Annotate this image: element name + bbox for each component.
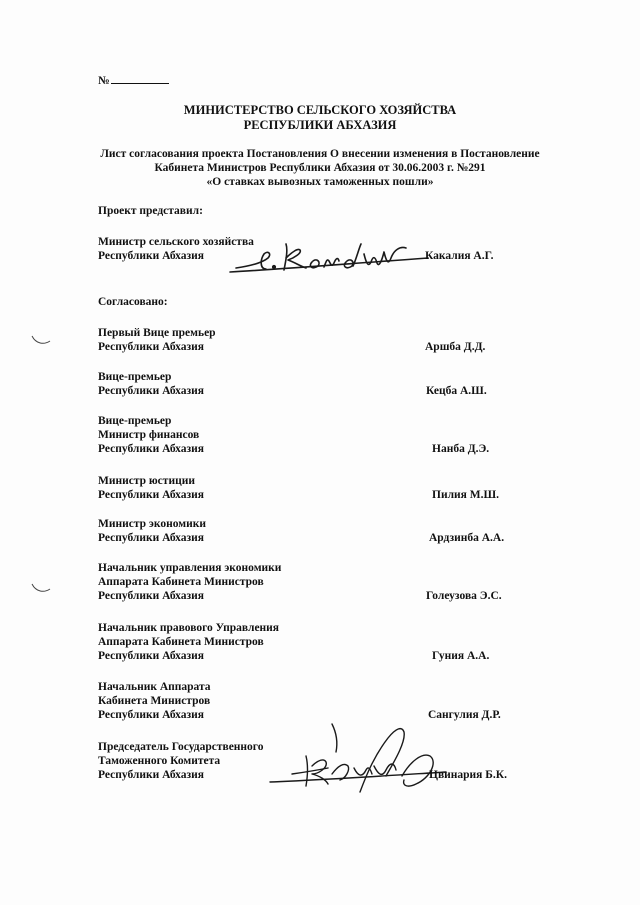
approval-name: Цвинария Б.К. xyxy=(429,769,507,781)
ministry-title-line1: МИНИСТЕРСТВО СЕЛЬСКОГО ХОЗЯЙСТВА xyxy=(183,103,457,117)
presenter-name: Какалия А.Г. xyxy=(425,250,494,262)
number-label: № xyxy=(98,75,110,87)
approval-name: Ардзинба А.А. xyxy=(429,532,505,544)
presenter-position-line: Министр сельского хозяйства xyxy=(98,236,254,248)
approval-name: Сангулия Д.Р. xyxy=(428,709,501,721)
approval-name: Аршба Д.Д. xyxy=(425,341,486,353)
approval-position-line: Таможенного Комитета xyxy=(98,755,221,767)
document-subject xyxy=(0,147,640,189)
number-blank-line xyxy=(111,72,169,84)
approval-position xyxy=(98,414,204,456)
presenter-label: Проект представил: xyxy=(98,205,203,217)
approval-position-line: Председатель Государственного xyxy=(98,741,264,753)
approval-position-line: Вице-премьер xyxy=(98,415,172,427)
approval-position-line: Республики Абхазия xyxy=(98,532,204,544)
approval-name: Голеузова Э.С. xyxy=(426,590,502,602)
scan-mark xyxy=(30,580,52,596)
approval-position-line: Республики Абхазия xyxy=(98,489,204,501)
approval-position xyxy=(98,326,216,354)
approval-position xyxy=(98,561,281,603)
approval-name: Пилия М.Ш. xyxy=(432,489,499,501)
approval-position-line: Начальник правового Управления xyxy=(98,622,280,634)
approval-position-line: Республики Абхазия xyxy=(98,769,204,781)
subject-line3: «О ставках вывозных таможенных пошли» xyxy=(206,176,434,188)
approval-position-line: Министр юстиции xyxy=(98,475,195,487)
presenter-position-line: Республики Абхазия xyxy=(98,250,204,262)
approval-position-line: Министр экономики xyxy=(98,518,206,530)
approval-position-line: Начальник Аппарата xyxy=(98,681,211,693)
approval-position-line: Первый Вице премьер xyxy=(98,327,216,339)
approval-position-line: Вице-премьер xyxy=(98,371,172,383)
approval-position-line: Начальник управления экономики xyxy=(98,562,282,574)
customs-chairman-signature xyxy=(262,722,448,800)
subject-line1: Лист согласования проекта Постановления О внесении изменения в Постановление xyxy=(100,148,540,160)
approval-name: Кецба А.Ш. xyxy=(426,385,487,397)
presenter-signature xyxy=(228,236,432,280)
approval-position-line: Республики Абхазия xyxy=(98,385,204,397)
approval-position-line: Республики Абхазия xyxy=(98,650,204,662)
approval-name: Нанба Д.Э. xyxy=(432,443,490,455)
approval-position xyxy=(98,370,204,398)
scan-mark xyxy=(30,332,52,348)
agreed-label: Согласовано: xyxy=(98,296,168,308)
approval-position xyxy=(98,680,211,722)
ministry-title xyxy=(0,103,640,133)
document-number xyxy=(98,72,169,88)
subject-line2: Кабинета Министров Республики Абхазия от 30.06.2003 г. №291 xyxy=(154,162,486,174)
approval-name: Гуния А.А. xyxy=(432,650,490,662)
approval-position-line: Аппарата Кабинета Министров xyxy=(98,636,264,648)
approval-position-line: Республики Абхазия xyxy=(98,341,204,353)
approval-position xyxy=(98,474,204,502)
approval-position-line: Республики Абхазия xyxy=(98,590,204,602)
approval-position-line: Республики Абхазия xyxy=(98,443,204,455)
approval-position-line: Кабинета Министров xyxy=(98,695,211,707)
approval-position xyxy=(98,517,206,545)
approval-position xyxy=(98,740,264,782)
approval-position-line: Аппарата Кабинета Министров xyxy=(98,576,264,588)
approval-position-line: Республики Абхазия xyxy=(98,709,204,721)
approval-position-line: Министр финансов xyxy=(98,429,200,441)
ministry-title-line2: РЕСПУБЛИКИ АБХАЗИЯ xyxy=(243,118,397,132)
approval-position xyxy=(98,621,279,663)
